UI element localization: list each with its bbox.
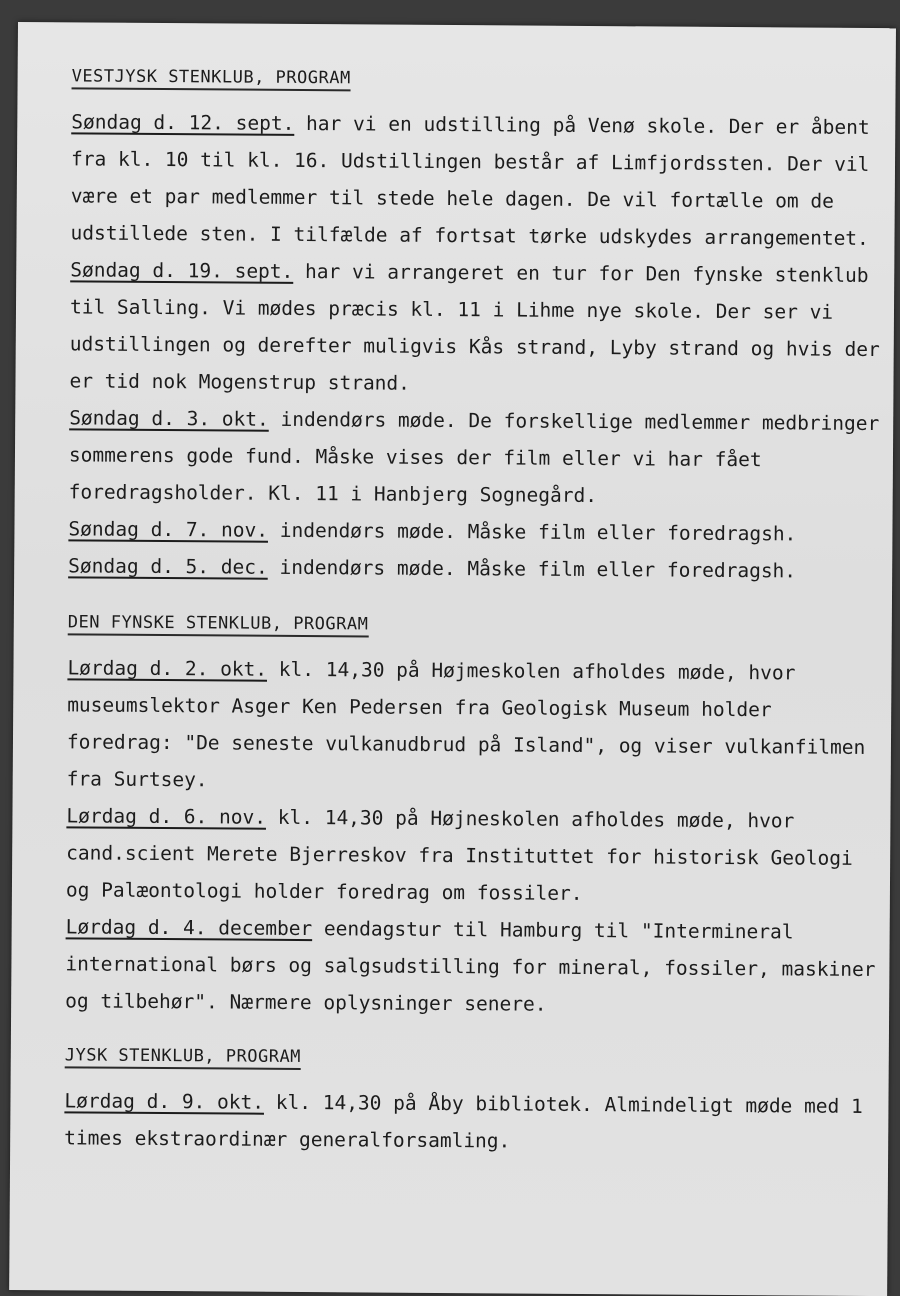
program-entry [68,510,888,553]
program-entry [65,908,886,1025]
section-heading: VESTJYSK STENKLUB, PROGRAM [72,66,351,91]
section-heading: DEN FYNSKE STENKLUB, PROGRAM [68,612,369,637]
program-entry [68,547,888,590]
paper-sheet [9,22,896,1296]
entry-text: kl. 14,30 på Højneskolen afholdes møde, hvor cand.scient Merete Bjerreskov fra Instituttet for historisk Geologi og Palæontologi holder foredrag om fossiler. [65,805,853,905]
entry-text: har vi arrangeret en tur for Den fynske stenklub til Salling. Vi mødes præcis kl. 11 i Lihme nye skole. Der ser vi udstillingen og derefter muligvis Kås strand, Lyby strand og hvis der er tid nok Mogenstrup strand. [69,259,880,395]
entry-date: Søndag d. 3. okt. [69,406,269,431]
program-entry [69,399,890,516]
entry-date: Søndag d. 19. sept. [70,258,294,283]
section-vestjysk [68,66,892,590]
document-body [64,66,892,1162]
entry-date: Lørdag d. 6. nov. [66,804,267,829]
entry-date: Lørdag d. 9. okt. [64,1089,265,1114]
program-entry [64,1082,884,1162]
entry-date: Søndag d. 12. sept. [71,110,295,135]
entry-text: indendørs møde. Måske film eller foredragsh. [267,518,797,546]
entry-text: indendørs møde. Måske film eller foredragsh. [267,555,797,583]
program-entry [69,251,890,405]
program-entry [70,103,891,257]
entry-date: Søndag d. 7. nov. [68,517,269,542]
entry-date: Lørdag d. 2. okt. [67,656,268,681]
entry-text: har vi en udstilling på Venø skole. Der er åbent fra kl. 10 til kl. 16. Udstillingen består af Limfjordssten. Der vil være et par medlemmer til stede hele dagen. De vil fortælle om de udstillede sten. I tilfælde af fortsat tørke udskydes arrangementet. [70,111,870,250]
program-entry [67,649,888,803]
program-entry [66,797,887,914]
entry-text: indendørs møde. De forskellige medlemmer medbringer sommerens gode fund. Måske vises der film eller vi har fået foredragsholder. Kl. 11 i Hanbjerg Sognegård. [68,407,880,508]
entry-date: Søndag d. 5. dec. [68,554,268,579]
entry-text: kl. 14,30 på Åby bibliotek. Almindeligt møde med 1 times ekstraordinær generalforsamling. [64,1090,863,1153]
section-den-fynske [65,612,888,1025]
entry-date: Lørdag d. 4. december [65,915,313,941]
entry-text: eendagstur til Hamburg til "Intermineral international børs og salgsudstilling for mineral, fossiler, maskiner og tilbehør". Nærmere oplysninger senere. [65,917,876,1016]
section-heading: JYSK STENKLUB, PROGRAM [65,1045,301,1070]
entry-text: kl. 14,30 på Højmeskolen afholdes møde, hvor museumslektor Asger Ken Pedersen fra Geologisk Museum holder foredrag: "De seneste vulkanudbrud på Island", og viser vulkanfilmen fra Surtsey. [66,657,866,792]
section-jysk [64,1045,885,1162]
